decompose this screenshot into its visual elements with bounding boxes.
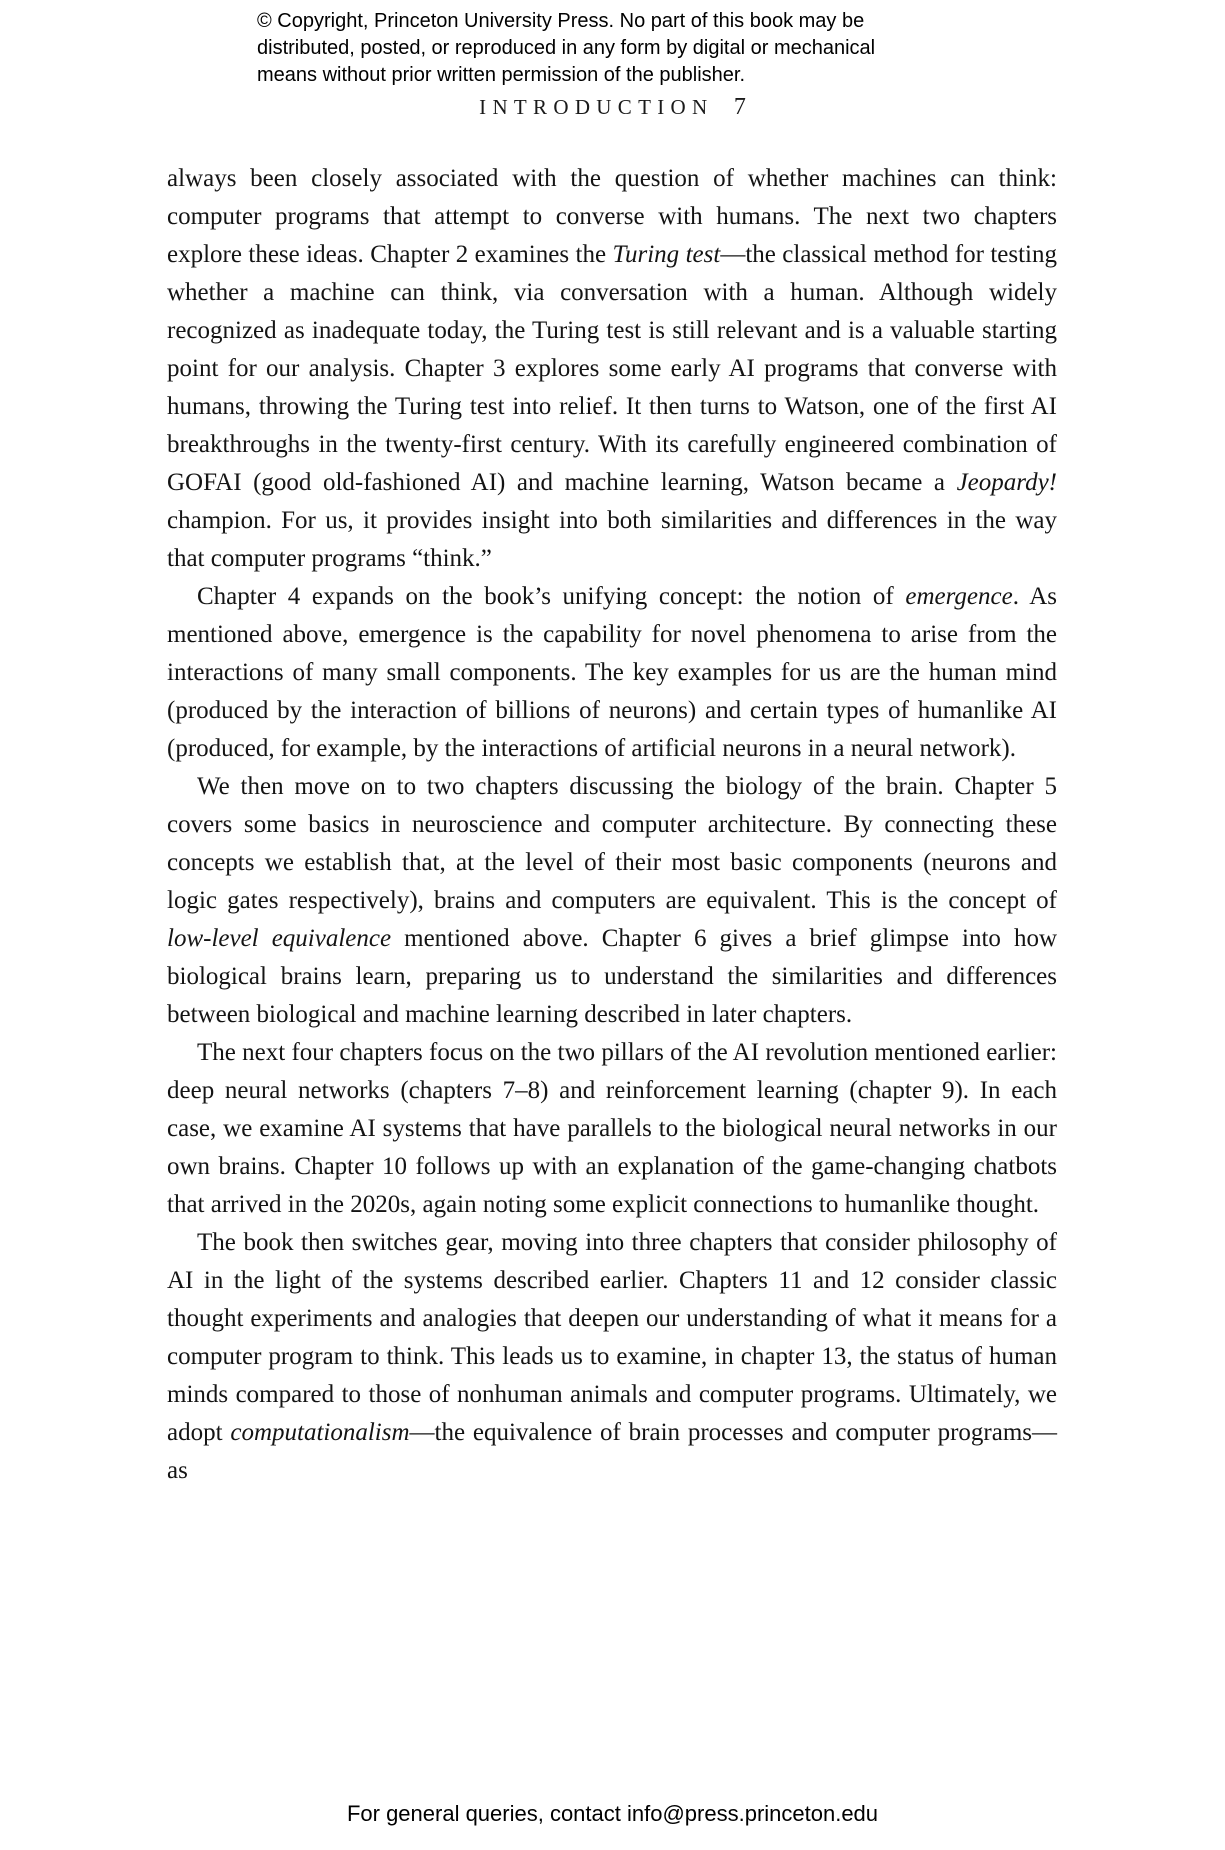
paragraph: always been closely associated with the question of whether machines can think: computer programs that attempt to converse with humans. The next two chapters explore these ideas. Chapter 2 examines the Turing test—the classical method for testing whether a machine can think, via conversation with a human. Although widely recognized as inadequate today, the Turing test is still relevant and is a valuable starting point for our analysis. Chapter 3 explores some early AI programs that converse with humans, throwing the Turing test into relief. It then turns to Watson, one of the first AI breakthroughs in the twenty-first century. With its carefully engineered combination of GOFAI (good old-fashioned AI) and machine learning, Watson became a Jeopardy! champion. For us, it provides insight into both similarities and differences in the way that computer programs “think.” [167,165,1058,572]
paragraph: The book then switches gear, moving into three chapters that consider philosophy of AI in the light of the systems described earlier. Chapters 11 and 12 consider classic thought experiments and analogies that deepen our understanding of what it means for a computer program to think. This leads us to examine, in chapter 13, the status of human minds compared to those of nonhuman animals and computer programs. Ultimately, we adopt computationalism—the equivalence of brain processes and computer programs—as [167,1229,1057,1484]
body-text [167,160,1057,1490]
footer-contact: For general queries, contact info@press.princeton.edu [346,1801,879,1826]
copyright-line: © Copyright, Princeton University Press. No part of this book may be [257,10,865,32]
copyright-line: distributed, posted, or reproduced in any form by digital or mechanical [257,37,876,59]
paragraph: Chapter 4 expands on the book’s unifying concept: the notion of emergence. As mentioned above, emergence is the capability for novel phenomena to arise from the interactions of many small components. The key examples for us are the human mind (produced by the interaction of billions of neurons) and certain types of humanlike AI (produced, for example, by the interactions of artificial neurons in a neural network). [167,583,1058,762]
running-head [0,94,1225,121]
paragraph: The next four chapters focus on the two pillars of the AI revolution mentioned earlier: deep neural networks (chapters 7–8) and reinforcement learning (chapter 9). In each case, we examine AI systems that have parallels to the biological neural networks in our own brains. Chapter 10 follows up with an explanation of the game-changing chatbots that arrived in the 2020s, again noting some explicit connections to humanlike thought. [167,1039,1057,1218]
paragraph: We then move on to two chapters discussing the biology of the brain. Chapter 5 covers some basics in neuroscience and computer architecture. By connecting these concepts we establish that, at the level of their most basic components (neurons and logic gates respectively), brains and computers are equivalent. This is the concept of low-level equivalence mentioned above. Chapter 6 gives a brief glimpse into how biological brains learn, preparing us to understand the similarities and differences between biological and machine learning described in later chapters. [167,773,1058,1028]
page-number: 7 [733,94,746,120]
copyright-line: means without prior written permission of the publisher. [257,64,746,86]
copyright-notice [257,8,997,89]
running-head-title: INTRODUCTION [479,95,714,119]
